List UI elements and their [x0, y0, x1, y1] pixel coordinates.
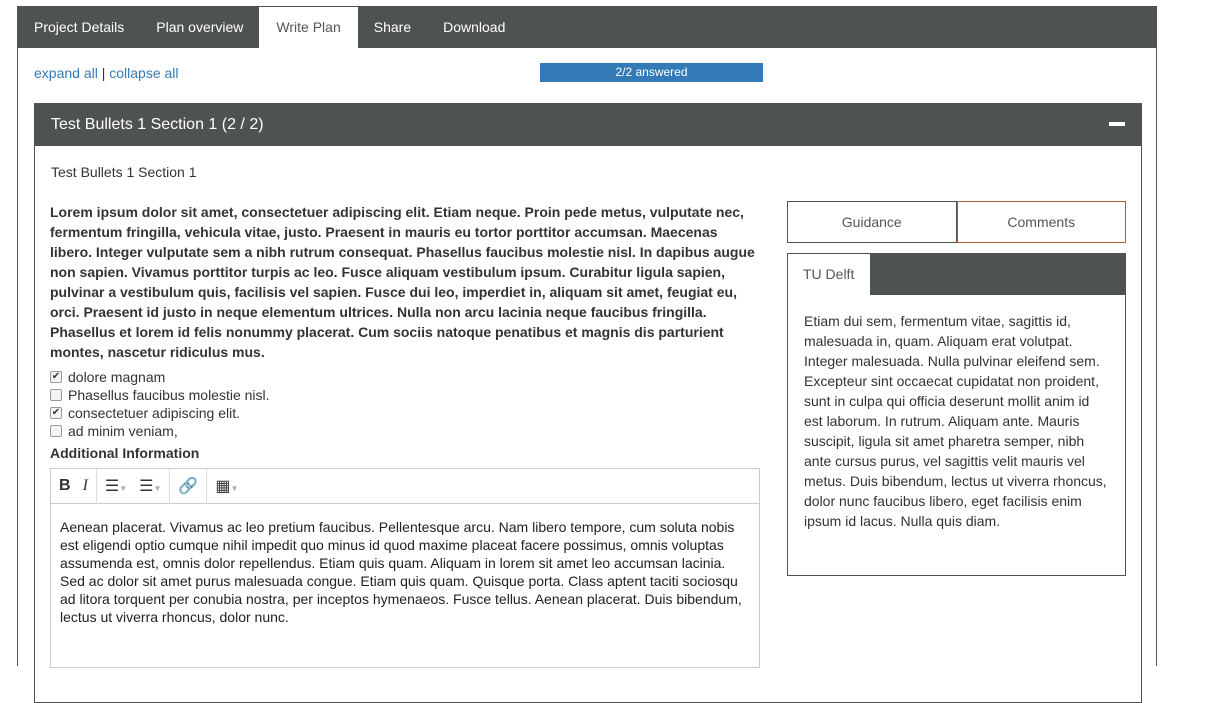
checkbox[interactable]: ✔ [51, 371, 61, 382]
link-icon[interactable]: 🔗 [178, 478, 199, 495]
guidance-tabs [788, 254, 1125, 295]
tab-tu-delft[interactable]: TU Delft [788, 254, 870, 295]
bold-button[interactable]: B [59, 477, 71, 494]
collapse-all-link[interactable]: collapse all [109, 65, 179, 81]
tab-plan-overview[interactable]: Plan overview [156, 19, 244, 35]
table-icon[interactable]: ▦▼ [215, 478, 239, 495]
option-item[interactable] [50, 404, 270, 422]
checkbox[interactable] [50, 389, 62, 401]
section-panel [34, 103, 1142, 703]
collapse-icon[interactable] [1109, 122, 1125, 126]
plan-container [17, 6, 1157, 666]
option-label: ad minim veniam, [68, 423, 178, 439]
option-item[interactable] [50, 386, 270, 404]
option-label: Phasellus faucibus molestie nisl. [68, 387, 270, 403]
italic-button[interactable]: I [82, 477, 88, 494]
question-text: Lorem ipsum dolor sit amet, consectetuer adipiscing elit. Etiam neque. Proin pede metus, vulputate nec, fermentum fringilla, vehicula vitae, justo. Praesent in mauris eu tortor porttitor accumsan. Maecenas libero. Integer vulputate sem a nibh rutrum consequat. Phasellus faucibus molestie nisl. In dapibus augue non sapien. Vivamus porttitor turpis ac leo. Fusce aliquam vestibulum ipsum. Curabitur ligula sapien, pulvinar a vestibulum quis, facilisis vel sapien. Fusce dui leo, imperdiet in, aliquam sit amet, feugiat eu, orci. Praesent id justo in neque elementum ultrices. Nulla non arcu lacinia neque faucibus fringilla. Phasellus et lorem id felis nonummy placerat. Cum sociis natoque penatibus et magnis dis parturient montes, nascetur ridiculus mus. [50, 204, 755, 360]
checkbox[interactable] [50, 425, 62, 437]
guidance-button[interactable]: Guidance [787, 201, 957, 243]
bullet-list-icon[interactable]: ☰▼ [104, 478, 128, 495]
expand-collapse-links [34, 65, 179, 81]
section-header[interactable] [35, 104, 1141, 146]
guidance-text: Etiam dui sem, fermentum vitae, sagittis id, malesuada in, quam. Aliquam erat volutpat. Integer malesuada. Nulla pulvinar eleifend sem. Excepteur sint occaecat cupidatat non proident, sunt in culpa qui officia deserunt mollit anim id est laborum. In rutrum. Aliquam ante. Mauris suscipit, ligula sit amet pharetra semper, nibh ante cursus purus, vel sagittis velit mauris vel metus. Duis bibendum, lectus ut viverra rhoncus, dolor nunc faucibus libero, eget facilisis enim ipsum id lacus. Nulla quis diam. [804, 313, 1107, 529]
tab-download[interactable]: Download [443, 19, 506, 35]
comments-button[interactable]: Comments [957, 201, 1127, 243]
checkbox[interactable]: ✔ [51, 407, 61, 418]
option-label: dolore magnam [68, 369, 166, 385]
tab-bar [18, 6, 1156, 48]
expand-all-link[interactable]: expand all [34, 65, 98, 81]
guidance-comments-toggle [787, 201, 1126, 243]
numbered-list-icon[interactable]: ☰▼ [139, 478, 162, 495]
guidance-panel [787, 253, 1126, 576]
section-subtitle: Test Bullets 1 Section 1 [51, 164, 197, 180]
progress-bar: 2/2 answered [540, 63, 763, 82]
additional-info-label: Additional Information [50, 445, 200, 461]
tab-project-details[interactable]: Project Details [34, 19, 125, 35]
rich-text-editor [50, 468, 760, 668]
tab-write-plan[interactable]: Write Plan [259, 7, 357, 48]
options-list [50, 368, 270, 440]
separator: | [101, 65, 106, 81]
option-item[interactable] [50, 422, 270, 440]
option-label: consectetuer adipiscing elit. [68, 405, 240, 421]
section-title: Test Bullets 1 Section 1 (2 / 2) [51, 116, 264, 133]
editor-toolbar [51, 469, 759, 504]
option-item[interactable] [50, 368, 270, 386]
tab-share[interactable]: Share [373, 19, 412, 35]
editor-content[interactable]: Aenean placerat. Vivamus ac leo pretium faucibus. Pellentesque arcu. Nam libero tempore, cum soluta nobis est eligendi optio cumque nihil impedit quo minus id quod maxime placeat facere possimus, omnis voluptas assumenda est, omnis dolor repellendus. Etiam quis quam. Aliquam in lorem sit amet leo accumsan lacinia. Sed ac dolor sit amet purus malesuada congue. Etiam quis quam. Quisque porta. Class aptent taciti sociosqu ad litora torquent per conubia nostra, per inceptos hymenaeos. Fusce tellus. Aenean placerat. Duis bibendum, lectus ut viverra rhoncus, dolor nunc. [60, 519, 742, 625]
